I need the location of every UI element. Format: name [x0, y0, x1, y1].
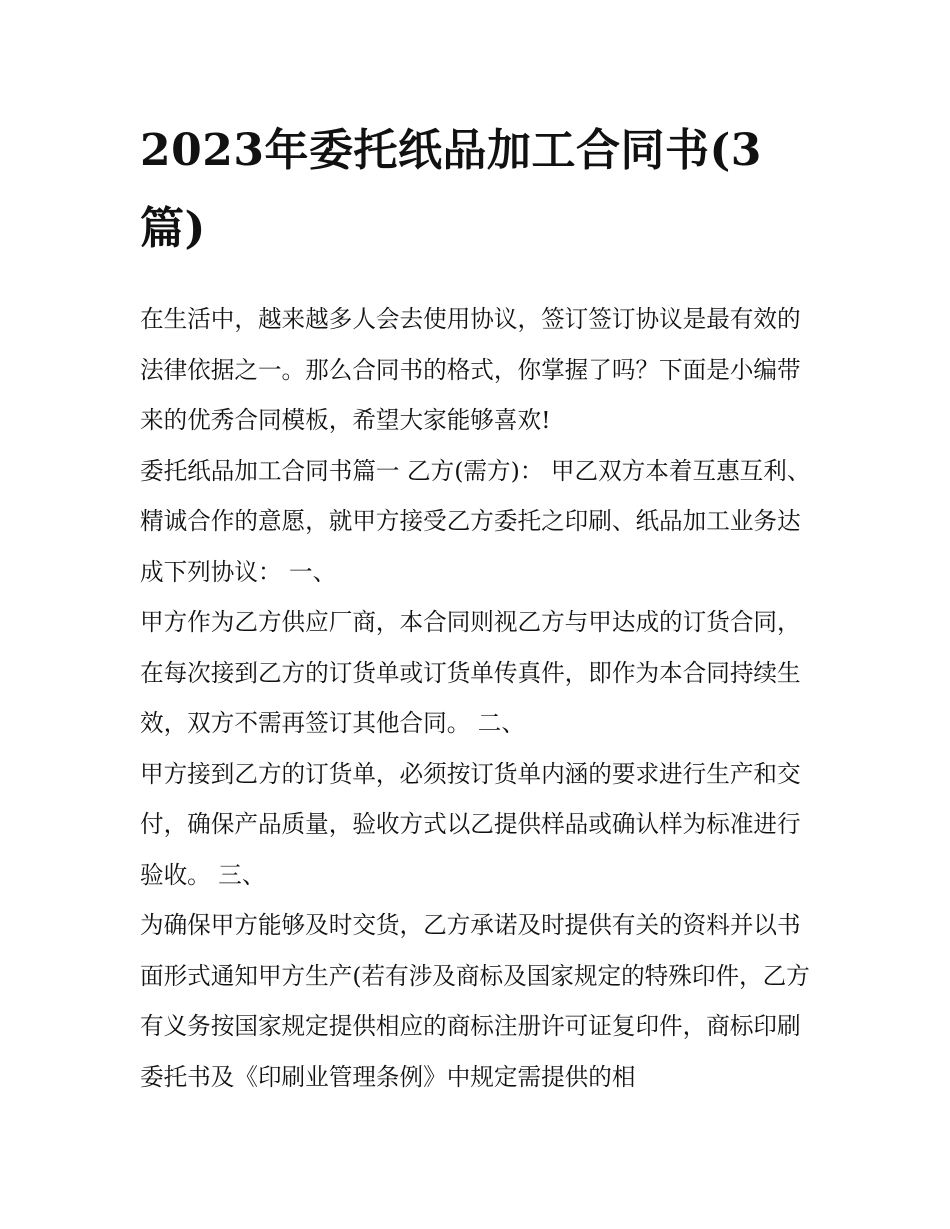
paragraph-clause-2: 甲方接到乙方的订货单，必须按订货单内涵的要求进行生产和交付，确保产品质量，验收方式以乙提供样品或确认样为标准进行验收。 三、: [140, 759, 801, 889]
paragraph-contract-preamble: 委托纸品加工合同书篇一 乙方(需方)： 甲乙双方本着互惠互利、精诚合作的意愿，就甲方接受乙方委托之印刷、纸品加工业务达成下列协议： 一、: [140, 456, 811, 586]
paragraph-clause-1: 甲方作为乙方供应厂商，本合同则视乙方与甲达成的订货合同，在每次接到乙方的订货单或订货单传真件，即作为本合同持续生效，双方不需再签订其他合同。 二、: [140, 608, 801, 737]
paragraph-intro: 在生活中，越来越多人会去使用协议，签订签订协议是最有效的法律依据之一。那么合同书的格式，你掌握了吗？下面是小编带来的优秀合同模板，希望大家能够喜欢!: [140, 305, 801, 434]
paragraph-clause-3: 为确保甲方能够及时交货，乙方承诺及时提供有关的资料并以书面形式通知甲方生产(若有涉及商标及国家规定的特殊印件，乙方有义务按国家规定提供相应的商标注册许可证复印件，商标印刷委托书及《印刷业管理条例》中规定需提供的相: [140, 911, 810, 1091]
document-body: [140, 294, 812, 1102]
document-title: 2023年委托纸品加工合同书(3篇): [140, 125, 762, 254]
